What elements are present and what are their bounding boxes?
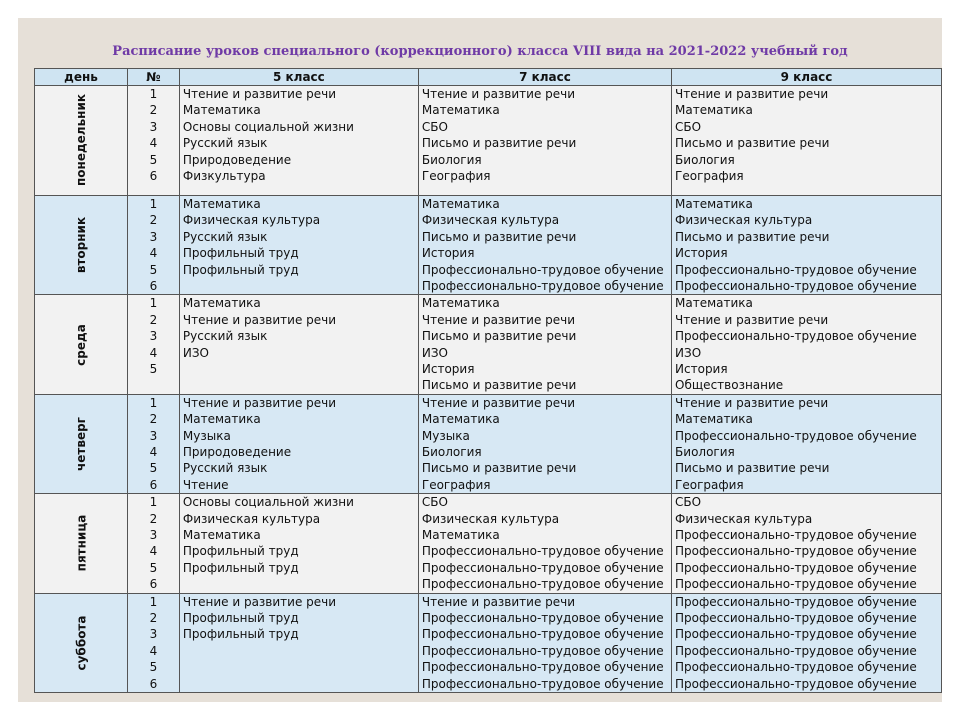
class-5-subject: Основы социальной жизни — [179, 119, 418, 135]
day-cell — [35, 295, 128, 394]
schedule-row — [35, 593, 942, 610]
class-5-subject: Русский язык — [179, 328, 418, 344]
class-9-subject: Профессионально-трудовое обучение — [672, 527, 942, 543]
lesson-number: 2 — [128, 102, 180, 118]
class-9-subject: Чтение и развитие речи — [672, 86, 942, 103]
schedule-row — [35, 527, 942, 543]
header-class-5: 5 класс — [179, 69, 418, 86]
class-9-subject: География — [672, 477, 942, 494]
class-7-subject: Письмо и развитие речи — [418, 328, 671, 344]
class-7-subject: Математика — [418, 295, 671, 312]
lesson-number: 5 — [128, 262, 180, 278]
class-5-subject: Природоведение — [179, 444, 418, 460]
schedule-row — [35, 361, 942, 377]
schedule-body — [35, 86, 942, 693]
schedule-row — [35, 168, 942, 184]
class-5-subject: Профильный труд — [179, 626, 418, 642]
class-7-subject: Профессионально-трудовое обучение — [418, 659, 671, 675]
class-9-subject: Профессионально-трудовое обучение — [672, 676, 942, 693]
class-9-subject: Математика — [672, 411, 942, 427]
header-class-9: 9 класс — [672, 69, 942, 86]
lesson-number: 4 — [128, 444, 180, 460]
lesson-number: 6 — [128, 477, 180, 494]
schedule-row — [35, 212, 942, 228]
class-9-subject: Математика — [672, 295, 942, 312]
class-7-subject: Письмо и развитие речи — [418, 135, 671, 151]
lesson-number: 3 — [128, 527, 180, 543]
class-9-subject: История — [672, 361, 942, 377]
slide-frame — [18, 18, 942, 702]
class-7-subject: Письмо и развитие речи — [418, 229, 671, 245]
class-7-subject: География — [418, 477, 671, 494]
schedule-row — [35, 576, 942, 593]
class-5-subject — [179, 361, 418, 377]
schedule-table — [34, 68, 942, 693]
class-5-subject: Чтение и развитие речи — [179, 86, 418, 103]
header-row — [35, 69, 942, 86]
lesson-number: 4 — [128, 135, 180, 151]
schedule-row — [35, 245, 942, 261]
class-5-subject: Математика — [179, 295, 418, 312]
class-9-subject: Чтение и развитие речи — [672, 312, 942, 328]
lesson-number: 2 — [128, 212, 180, 228]
lesson-number: 2 — [128, 511, 180, 527]
lesson-number: 1 — [128, 494, 180, 511]
day-label: четверг — [74, 417, 88, 471]
lesson-number: 4 — [128, 543, 180, 559]
class-7-subject: Профессионально-трудовое обучение — [418, 610, 671, 626]
class-7-subject: Профессионально-трудовое обучение — [418, 262, 671, 278]
lesson-number: 5 — [128, 659, 180, 675]
class-9-subject: Профессионально-трудовое обучение — [672, 428, 942, 444]
schedule-row — [35, 152, 942, 168]
lesson-number: 5 — [128, 152, 180, 168]
class-9-subject: Письмо и развитие речи — [672, 460, 942, 476]
class-9-subject: СБО — [672, 494, 942, 511]
schedule-row — [35, 262, 942, 278]
class-9-subject: Профессионально-трудовое обучение — [672, 610, 942, 626]
class-5-subject: Профильный труд — [179, 543, 418, 559]
day-label: вторник — [74, 217, 89, 274]
class-5-subject: ИЗО — [179, 345, 418, 361]
schedule-row — [35, 328, 942, 344]
class-9-subject: Обществознание — [672, 377, 942, 394]
class-5-subject: Русский язык — [179, 460, 418, 476]
day-label: среда — [74, 323, 89, 366]
class-5-subject: Профильный труд — [179, 560, 418, 576]
class-5-subject: Профильный труд — [179, 245, 418, 261]
class-5-subject: Физическая культура — [179, 511, 418, 527]
schedule-row — [35, 185, 942, 196]
class-5-subject: Математика — [179, 411, 418, 427]
class-7-subject: Чтение и развитие речи — [418, 86, 671, 103]
schedule-row — [35, 477, 942, 494]
class-9-subject: История — [672, 245, 942, 261]
class-7-subject: Профессионально-трудовое обучение — [418, 543, 671, 559]
day-cell — [35, 494, 128, 593]
schedule-row — [35, 119, 942, 135]
class-7-subject: СБО — [418, 119, 671, 135]
schedule-row — [35, 610, 942, 626]
lesson-number: 2 — [128, 312, 180, 328]
schedule-row — [35, 460, 942, 476]
class-5-subject — [179, 643, 418, 659]
lesson-number: 3 — [128, 119, 180, 135]
lesson-number: 3 — [128, 626, 180, 642]
lesson-number: 6 — [128, 168, 180, 184]
class-7-subject: Профессионально-трудовое обучение — [418, 643, 671, 659]
day-label: понедельник — [74, 94, 89, 187]
schedule-row — [35, 659, 942, 675]
class-5-subject: Физкультура — [179, 168, 418, 184]
class-5-subject — [179, 185, 418, 196]
lesson-number — [128, 185, 180, 196]
class-7-subject: Математика — [418, 195, 671, 212]
class-5-subject — [179, 278, 418, 295]
class-9-subject: Письмо и развитие речи — [672, 135, 942, 151]
class-9-subject: Математика — [672, 102, 942, 118]
class-7-subject: Чтение и развитие речи — [418, 593, 671, 610]
class-5-subject: Музыка — [179, 428, 418, 444]
day-cell — [35, 86, 128, 196]
lesson-number: 4 — [128, 245, 180, 261]
class-5-subject: Физическая культура — [179, 212, 418, 228]
class-7-subject: История — [418, 361, 671, 377]
class-9-subject: Профессионально-трудовое обучение — [672, 576, 942, 593]
lesson-number: 3 — [128, 229, 180, 245]
day-cell — [35, 195, 128, 294]
header-class-7: 7 класс — [418, 69, 671, 86]
lesson-number: 4 — [128, 345, 180, 361]
class-5-subject: Математика — [179, 102, 418, 118]
class-5-subject: Профильный труд — [179, 262, 418, 278]
page-title: Расписание уроков специального (коррекционного) класса VIII вида на 2021-2022 учебный год — [112, 44, 848, 59]
lesson-number: 1 — [128, 593, 180, 610]
lesson-number: 2 — [128, 411, 180, 427]
class-7-subject: Физическая культура — [418, 212, 671, 228]
class-5-subject — [179, 659, 418, 675]
class-9-subject: Чтение и развитие речи — [672, 394, 942, 411]
lesson-number: 1 — [128, 195, 180, 212]
class-9-subject: ИЗО — [672, 345, 942, 361]
class-9-subject: Профессионально-трудовое обучение — [672, 560, 942, 576]
schedule-row — [35, 312, 942, 328]
day-cell — [35, 394, 128, 493]
header-day: день — [35, 69, 128, 86]
class-9-subject: Профессионально-трудовое обучение — [672, 543, 942, 559]
class-7-subject: Чтение и развитие речи — [418, 394, 671, 411]
schedule-row — [35, 411, 942, 427]
class-7-subject: Чтение и развитие речи — [418, 312, 671, 328]
day-cell — [35, 593, 128, 692]
class-9-subject: Профессионально-трудовое обучение — [672, 626, 942, 642]
class-9-subject: СБО — [672, 119, 942, 135]
schedule-row — [35, 295, 942, 312]
class-5-subject: Природоведение — [179, 152, 418, 168]
class-7-subject: Профессионально-трудовое обучение — [418, 560, 671, 576]
class-7-subject: География — [418, 168, 671, 184]
class-9-subject: Письмо и развитие речи — [672, 229, 942, 245]
lesson-number: 6 — [128, 576, 180, 593]
class-7-subject: Музыка — [418, 428, 671, 444]
class-7-subject: Математика — [418, 527, 671, 543]
class-9-subject: Профессионально-трудовое обучение — [672, 659, 942, 675]
class-7-subject: История — [418, 245, 671, 261]
lesson-number: 1 — [128, 295, 180, 312]
class-5-subject: Чтение и развитие речи — [179, 312, 418, 328]
schedule-row — [35, 345, 942, 361]
class-9-subject: Биология — [672, 444, 942, 460]
class-5-subject: Чтение — [179, 477, 418, 494]
lesson-number: 1 — [128, 394, 180, 411]
schedule-row — [35, 394, 942, 411]
class-7-subject: Биология — [418, 152, 671, 168]
class-9-subject: Математика — [672, 195, 942, 212]
class-7-subject — [418, 185, 671, 196]
lesson-number — [128, 377, 180, 394]
schedule-row — [35, 428, 942, 444]
class-9-subject: Профессионально-трудовое обучение — [672, 643, 942, 659]
schedule-row — [35, 102, 942, 118]
schedule-row — [35, 676, 942, 693]
lesson-number: 5 — [128, 361, 180, 377]
class-5-subject: Чтение и развитие речи — [179, 593, 418, 610]
schedule-row — [35, 560, 942, 576]
schedule-row — [35, 643, 942, 659]
class-9-subject: Профессионально-трудовое обучение — [672, 593, 942, 610]
class-7-subject: Математика — [418, 411, 671, 427]
lesson-number: 6 — [128, 278, 180, 295]
lesson-number: 1 — [128, 86, 180, 103]
class-7-subject: Математика — [418, 102, 671, 118]
class-9-subject: Биология — [672, 152, 942, 168]
schedule-row — [35, 195, 942, 212]
class-9-subject: Профессионально-трудовое обучение — [672, 278, 942, 295]
lesson-number: 4 — [128, 643, 180, 659]
class-9-subject: Профессионально-трудовое обучение — [672, 328, 942, 344]
class-7-subject: Профессионально-трудовое обучение — [418, 278, 671, 295]
lesson-number: 3 — [128, 328, 180, 344]
class-7-subject: Письмо и развитие речи — [418, 460, 671, 476]
class-5-subject — [179, 576, 418, 593]
class-5-subject — [179, 676, 418, 693]
schedule-row — [35, 86, 942, 103]
schedule-row — [35, 229, 942, 245]
schedule-row — [35, 377, 942, 394]
class-9-subject: География — [672, 168, 942, 184]
class-5-subject: Основы социальной жизни — [179, 494, 418, 511]
header-num: № — [128, 69, 180, 86]
class-9-subject: Профессионально-трудовое обучение — [672, 262, 942, 278]
class-9-subject: Физическая культура — [672, 212, 942, 228]
class-7-subject: Биология — [418, 444, 671, 460]
lesson-number: 2 — [128, 610, 180, 626]
schedule-row — [35, 511, 942, 527]
lesson-number: 5 — [128, 560, 180, 576]
schedule-row — [35, 494, 942, 511]
class-7-subject: ИЗО — [418, 345, 671, 361]
day-label: пятница — [74, 515, 88, 572]
class-7-subject: СБО — [418, 494, 671, 511]
class-5-subject: Русский язык — [179, 135, 418, 151]
day-label: суббота — [74, 615, 88, 671]
schedule-row — [35, 444, 942, 460]
class-5-subject — [179, 377, 418, 394]
class-5-subject: Профильный труд — [179, 610, 418, 626]
class-5-subject: Математика — [179, 195, 418, 212]
class-7-subject: Письмо и развитие речи — [418, 377, 671, 394]
lesson-number: 3 — [128, 428, 180, 444]
class-7-subject: Физическая культура — [418, 511, 671, 527]
schedule-row — [35, 626, 942, 642]
schedule-row — [35, 135, 942, 151]
class-9-subject — [672, 185, 942, 196]
lesson-number: 6 — [128, 676, 180, 693]
class-5-subject: Математика — [179, 527, 418, 543]
class-9-subject: Физическая культура — [672, 511, 942, 527]
class-7-subject: Профессионально-трудовое обучение — [418, 576, 671, 593]
class-7-subject: Профессионально-трудовое обучение — [418, 676, 671, 693]
class-5-subject: Чтение и развитие речи — [179, 394, 418, 411]
schedule-row — [35, 278, 942, 295]
schedule-row — [35, 543, 942, 559]
class-7-subject: Профессионально-трудовое обучение — [418, 626, 671, 642]
lesson-number: 5 — [128, 460, 180, 476]
class-5-subject: Русский язык — [179, 229, 418, 245]
